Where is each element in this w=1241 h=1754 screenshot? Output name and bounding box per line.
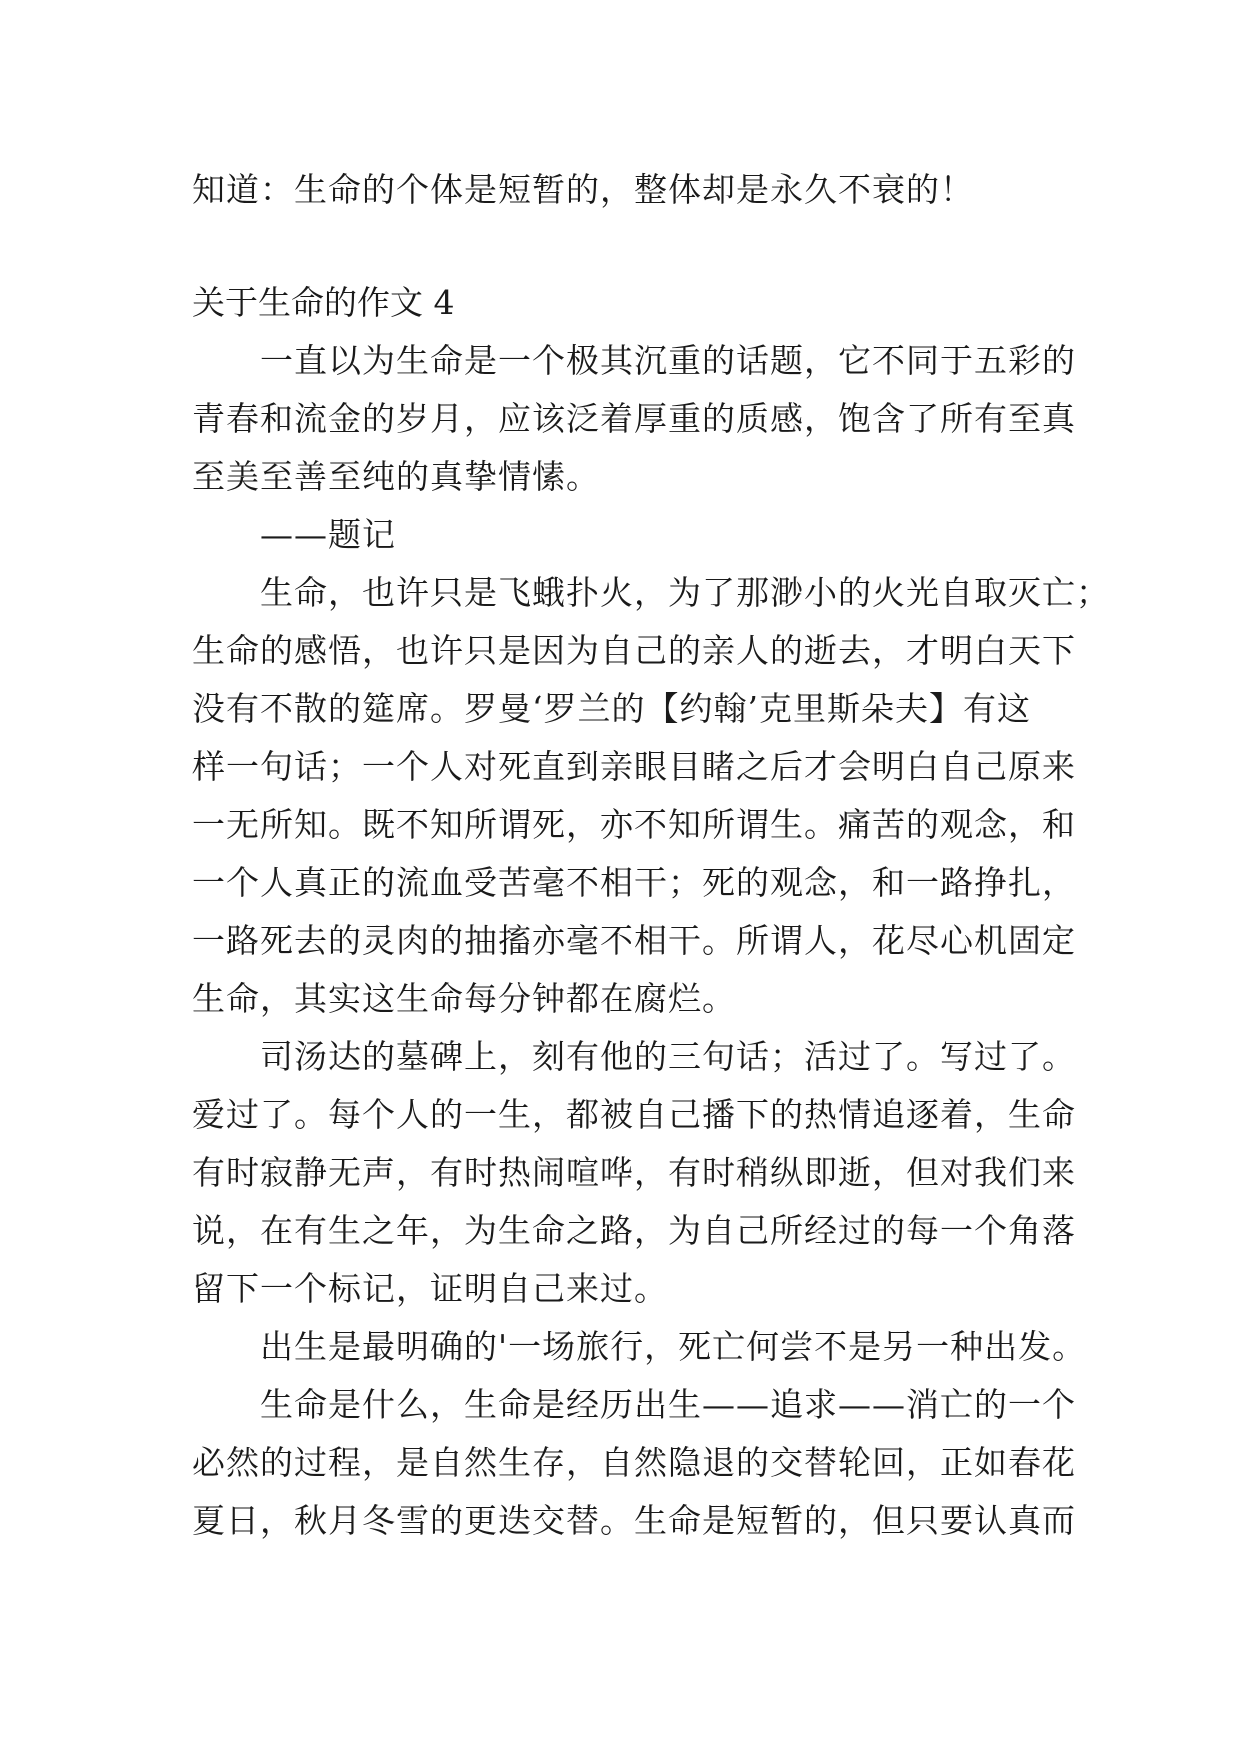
- paragraph-line: 一路死去的灵肉的抽搐亦毫不相干。所谓人，花尽心机固定: [192, 921, 1076, 960]
- epigraph-note: ——题记: [192, 515, 396, 554]
- paragraph-line: 留下一个标记，证明自己来过。: [192, 1269, 668, 1308]
- paragraph-line: 夏日，秋月冬雪的更迭交替。生命是短暂的，但只要认真而: [192, 1501, 1076, 1540]
- paragraph-line: 至美至善至纯的真挚情愫。: [192, 457, 600, 496]
- paragraph-line: 一无所知。既不知所谓死，亦不知所谓生。痛苦的观念，和: [192, 805, 1076, 844]
- paragraph-line: 必然的过程，是自然生存，自然隐退的交替轮回，正如春花: [192, 1443, 1076, 1482]
- paragraph-line: 生命，也许只是飞蛾扑火，为了那渺小的火光自取灭亡；: [192, 573, 1110, 612]
- paragraph-line: 生命的感悟，也许只是因为自己的亲人的逝去，才明白天下: [192, 631, 1076, 670]
- paragraph-line: 有时寂静无声，有时热闹喧哗，有时稍纵即逝，但对我们来: [192, 1153, 1076, 1192]
- paragraph-line: 生命是什么，生命是经历出生——追求——消亡的一个: [192, 1385, 1076, 1424]
- paragraph-line: 生命，其实这生命每分钟都在腐烂。: [192, 979, 736, 1018]
- paragraph-line: 说，在有生之年，为生命之路，为自己所经过的每一个角落: [192, 1211, 1076, 1250]
- text-line-conclusion: 知道：生命的个体是短暂的，整体却是永久不衰的！: [192, 170, 974, 209]
- paragraph-line: 爱过了。每个人的一生，都被自己播下的热情追逐着，生命: [192, 1095, 1076, 1134]
- section-title: 关于生命的作文 4: [192, 283, 455, 322]
- paragraph-line: 没有不散的筵席。罗曼‘罗兰的【约翰’克里斯朵夫】有这: [192, 689, 1031, 728]
- paragraph-line: 样一句话；一个人对死直到亲眼目睹之后才会明白自己原来: [192, 747, 1076, 786]
- paragraph-line: 一个人真正的流血受苦毫不相干；死的观念，和一路挣扎，: [192, 863, 1076, 902]
- paragraph-line: 青春和流金的岁月，应该泛着厚重的质感，饱含了所有至真: [192, 399, 1076, 438]
- paragraph-line: 司汤达的墓碑上，刻有他的三句话；活过了。写过了。: [192, 1037, 1076, 1076]
- paragraph-line: 出生是最明确的'一场旅行，死亡何尝不是另一种出发。: [192, 1327, 1087, 1366]
- paragraph-line: 一直以为生命是一个极其沉重的话题，它不同于五彩的: [192, 341, 1076, 380]
